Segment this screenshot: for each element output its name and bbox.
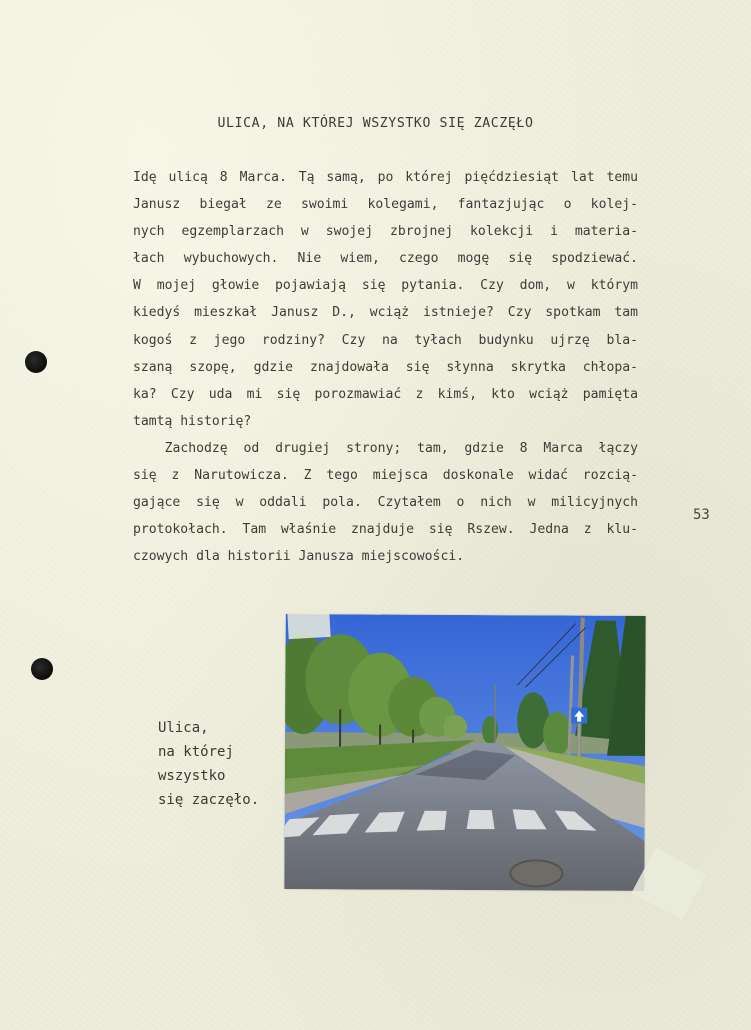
body-line: kogoś z jego rodziny? Czy na tyłach budynku ujrzę bla-: [133, 332, 638, 348]
body-line: tamtą historię?: [133, 413, 252, 429]
body-line: Idę ulicą 8 Marca. Tą samą, po której pięćdziesiąt lat temu: [133, 170, 638, 185]
body-line: kiedyś mieszkał Janusz D., wciąż istnieje? Czy spotkam tam: [133, 305, 638, 321]
chapter-title: ULICA, NA KTÓREJ WSZYSTKO SIĘ ZACZĘŁO: [217, 116, 534, 131]
body-line: ka? Czy uda mi się porozmawiać z kimś, kto wciąż pamięta: [133, 386, 638, 402]
caption-line: na której: [158, 744, 234, 760]
body-text: [133, 164, 638, 570]
street-photo-icon: [284, 614, 645, 891]
body-line: protokołach. Tam właśnie znajduje się Rszew. Jedna z klu-: [133, 522, 638, 538]
body-line: się z Narutowicza. Z tego miejsca doskonale widać rozcią-: [133, 468, 638, 484]
body-line: gające się w oddali pola. Czytałem o nich w milicyjnych: [133, 495, 638, 511]
body-line: szaną szopę, gdzie znajdowała się słynna skrytka chłopa-: [133, 359, 638, 375]
photo-tape: [287, 611, 330, 639]
caption-line: się zaczęło.: [158, 792, 260, 808]
caption-line: wszystko: [158, 768, 226, 784]
page-number: 53: [693, 507, 710, 523]
street-photo: [284, 614, 645, 891]
caption-line: Ulica,: [158, 720, 209, 736]
body-line: łach wybuchowych. Nie wiem, czego mogę się spodziewać.: [133, 251, 638, 267]
punch-hole: [25, 351, 47, 373]
punch-hole: [31, 658, 53, 680]
body-line: czowych dla historii Janusza miejscowości.: [133, 549, 465, 565]
body-line: Zachodzę od drugiej strony; tam, gdzie 8 Marca łączy: [133, 440, 638, 456]
body-line: Janusz biegał ze swoimi kolegami, fantazjując o kolej-: [133, 197, 638, 213]
body-line: nych egzemplarzach w swojej zbrojnej kolekcji i materia-: [133, 224, 638, 240]
body-line: W mojej głowie pojawiają się pytania. Czy dom, w którym: [133, 278, 638, 294]
photo-caption: [158, 716, 259, 812]
